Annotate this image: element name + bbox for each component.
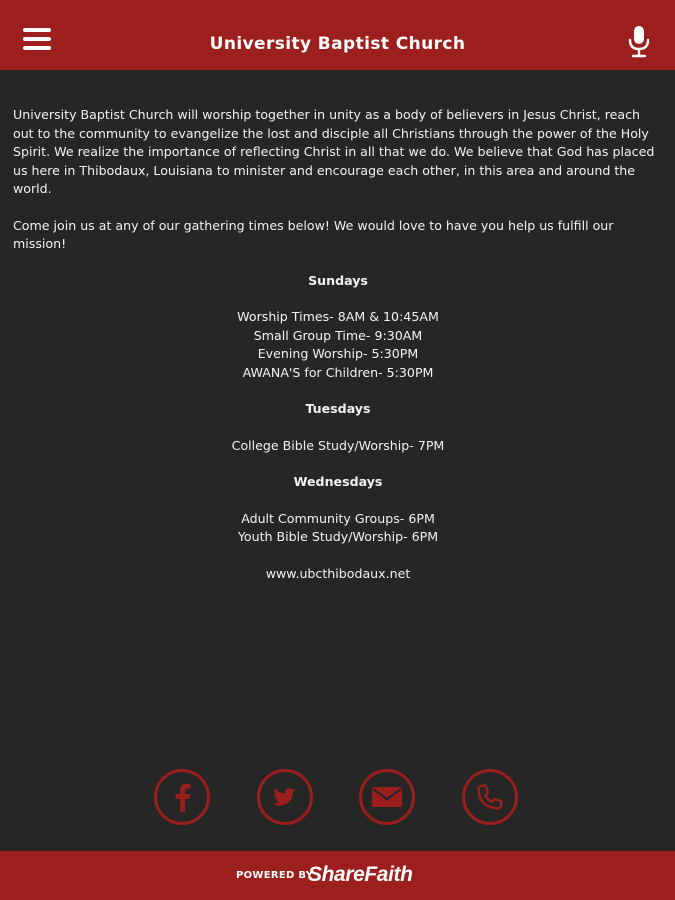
schedule-item: AWANA'S for Children- 5:30PM [242,364,434,380]
facebook-button[interactable] [154,769,210,825]
twitter-icon [269,783,301,811]
invitation-text: Come join us at any of our gathering times below! We would love to have you help us fulfill our mission! [13,217,614,251]
wednesdays-list [13,510,663,547]
phone-button[interactable] [462,769,518,825]
wednesdays-heading: Wednesdays [293,474,383,489]
tuesdays-heading: Tuesdays [305,401,371,416]
schedule-section [13,272,663,584]
app-footer [0,851,675,900]
powered-by-label: POWERED BY [236,870,314,881]
schedule-item: Worship Times- 8AM & 10:45AM [237,309,439,324]
page-content [13,106,663,583]
email-button[interactable] [359,769,415,825]
mission-statement: University Baptist Church will worship together in unity as a body of believers in Jesus Christ, reach out to the community to evangelize the lost and disciple all Christians through the power of the Holy Spirit. We realize the importance of reflecting Christ in all that we do. We believe that God has placed us here in Thibodaux, Louisiana to minister and encourage each other, in this area and around the world. [13,107,655,196]
facebook-icon [171,782,193,812]
sundays-heading: Sundays [308,272,368,288]
phone-icon [476,783,504,811]
website-link[interactable]: www.ubcthibodaux.net [265,565,411,581]
schedule-item: Youth Bible Study/Worship- 6PM [237,529,439,544]
app-header [0,0,675,70]
schedule-item: College Bible Study/Worship- 7PM [231,437,445,453]
schedule-item: Evening Worship- 5:30PM [257,346,419,361]
social-buttons [0,769,675,829]
sharefaith-logo: ShareFaith [308,863,413,886]
app-title: University Baptist Church [209,34,466,54]
tuesdays-list [13,437,663,456]
schedule-item: Adult Community Groups- 6PM [241,510,435,526]
schedule-item: Small Group Time- 9:30AM [253,327,423,343]
twitter-button[interactable] [257,769,313,825]
envelope-icon [371,785,403,809]
microphone-icon[interactable] [624,24,654,58]
sundays-list [13,308,663,382]
